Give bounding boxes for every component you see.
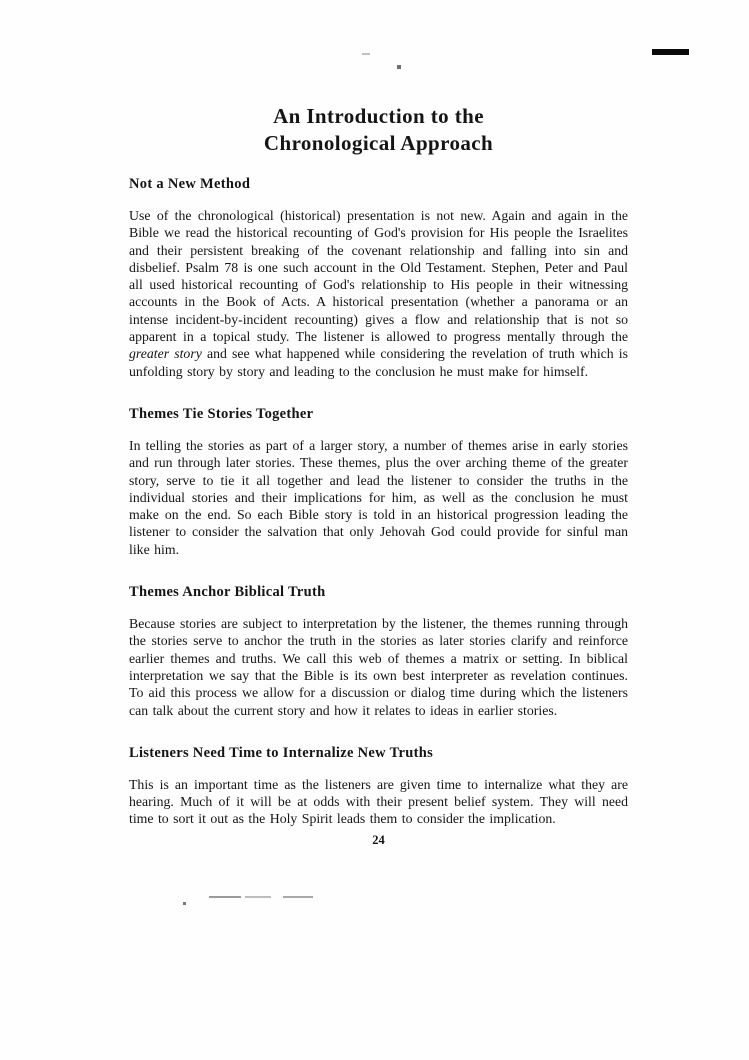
scan-artifact-dashes	[209, 896, 409, 899]
scan-speck	[362, 53, 370, 55]
section-themes-anchor-biblical-truth	[129, 584, 628, 719]
section-themes-tie-stories-together	[129, 406, 628, 558]
paragraph: This is an important time as the listeners are given time to internalize what they are hearing. Much of it will be at odds with their present belief system. They will need time to sort it out as the Holy Spirit leads them to consider the implication.	[129, 776, 628, 827]
section-listeners-need-time	[129, 745, 628, 828]
scan-mark-top-right	[652, 49, 689, 55]
paragraph-text: and see what happened while considering the revelation of truth which is unfolding story by story and leading to the conclusion he must make for himself.	[129, 346, 628, 379]
paragraph-text: Use of the chronological (historical) presentation is not new. Again and again in the Bible we read the historical recounting of God's provision for His people the Israelites and their persistent breaking of the covenant relationship and falling into sin and disbelief. Psalm 78 is one such account in the Old Testament. Stephen, Peter and Paul all used historical recounting of God's relationship to His people in their witnessing accounts in the Book of Acts. A historical presentation (whether a panorama or an intense incident-by-incident recounting) gives a flow and relationship that is not so apparent in a topical study. The listener is allowed to progress mentally through the	[129, 208, 628, 345]
paragraph: Because stories are subject to interpretation by the listener, the themes running through the stories serve to anchor the truth in the stories as later stories clarify and reinforce earlier themes and truths. We call this web of themes a matrix or setting. In biblical interpretation we say that the Bible is its own best interpreter as revelation continues. To aid this process we allow for a discussion or dialog time during which the listeners can talk about the current story and how it relates to ideas in earlier stories.	[129, 616, 628, 718]
section-not-a-new-method	[129, 176, 628, 380]
document-title	[129, 103, 628, 157]
document-title-line-1: An Introduction to the	[273, 104, 484, 128]
scan-dash	[245, 896, 271, 898]
section-heading: Listeners Need Time to Internalize New Truths	[129, 744, 434, 761]
paragraph	[129, 207, 628, 380]
document-content	[129, 103, 628, 848]
scan-dash	[283, 896, 313, 898]
italic-phrase: greater story	[129, 346, 202, 362]
scan-speck	[183, 902, 186, 905]
section-heading: Themes Anchor Biblical Truth	[129, 584, 326, 601]
document-title-line-2: Chronological Approach	[263, 131, 494, 155]
section-heading: Not a New Method	[129, 176, 251, 192]
scan-dash	[209, 896, 241, 898]
paragraph: In telling the stories as part of a larger story, a number of themes arise in early stories and run through later stories. These themes, plus the over arching theme of the greater story, serve to tie it all together and lead the listener to consider the truths in the individual stories and their implications for him, as well as the conclusion he must make on the end. So each Bible story is told in an historical progression leading the listener to consider the salvation that only Jehovah God could provide for sinful man like him.	[129, 437, 628, 557]
section-heading: Themes Tie Stories Together	[129, 405, 314, 422]
page-number: 24	[372, 832, 385, 847]
scan-speck	[397, 65, 401, 69]
